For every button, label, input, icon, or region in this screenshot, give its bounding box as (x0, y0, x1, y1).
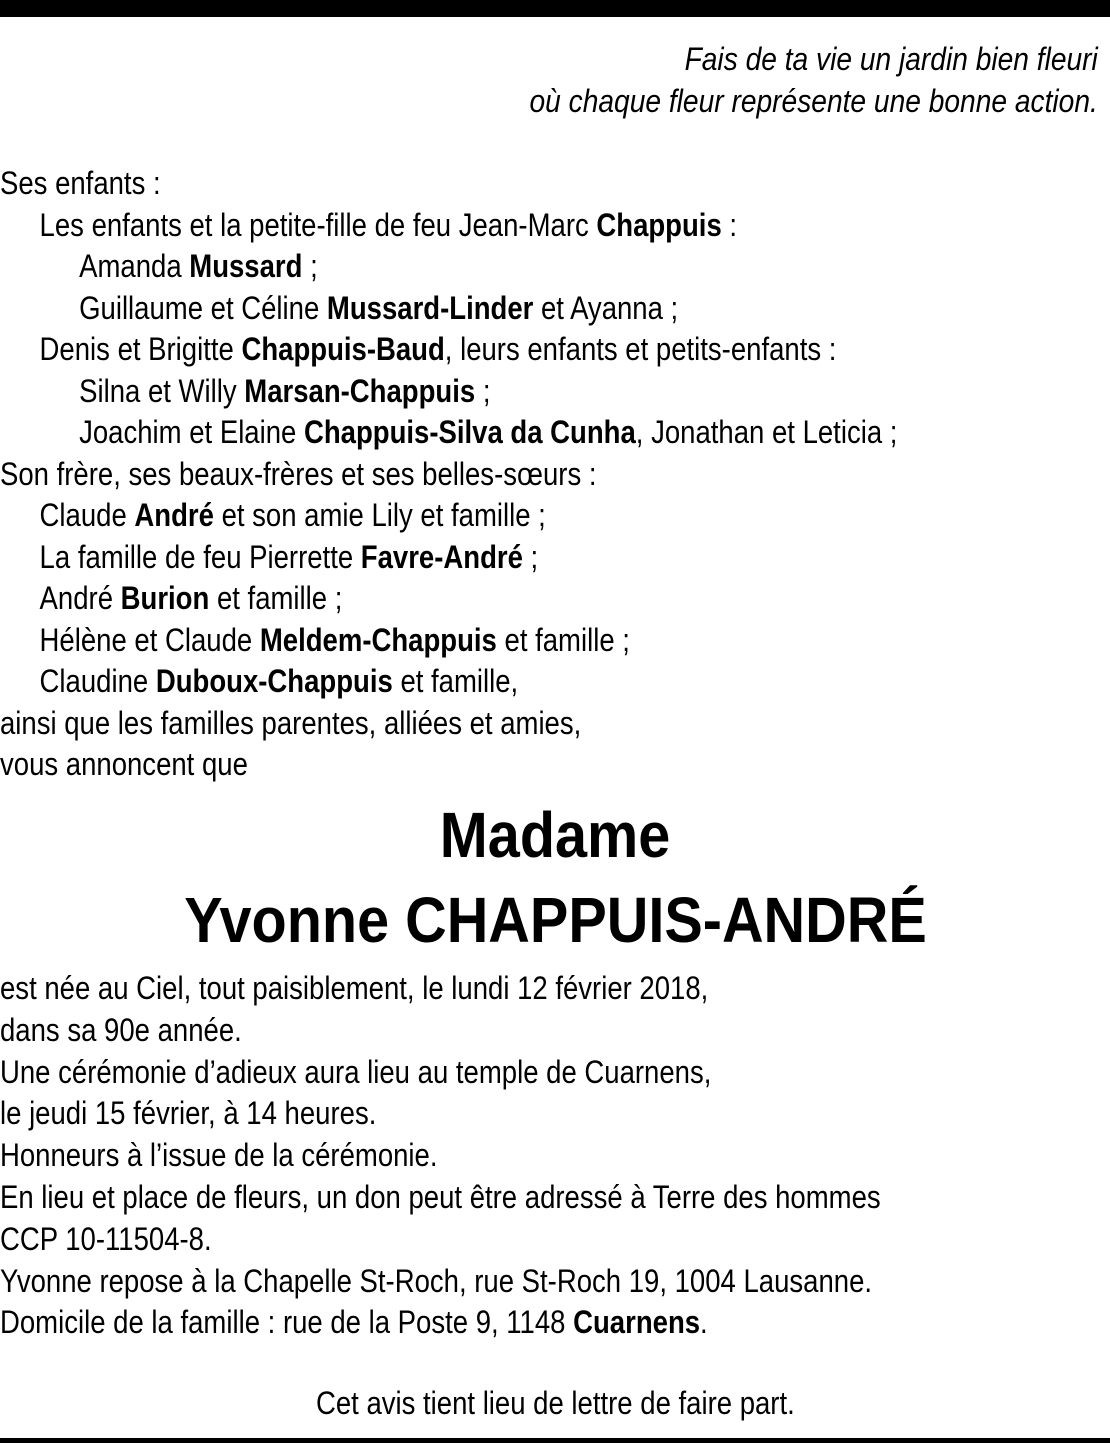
ceremony-details (0, 968, 881, 1344)
family-line (0, 371, 897, 413)
family-surname: Meldem-Chappuis (259, 621, 497, 658)
family-surname: Chappuis-Baud (241, 331, 445, 367)
family-text: Claude (39, 497, 135, 533)
family-text: Amanda (79, 248, 190, 284)
detail-line: CCP 10-11504-8. (0, 1220, 212, 1257)
family-text: , Jonathan et Leticia ; (635, 414, 898, 450)
family-outro: vous annoncent que (0, 746, 248, 782)
detail-line: dans sa 90e année. (0, 1011, 242, 1048)
family-line (0, 661, 897, 703)
family-text: ; (522, 538, 539, 575)
family-text: André (39, 580, 121, 616)
quote-line: où chaque fleur représente une bonne action. (529, 83, 1098, 119)
family-surname: André (134, 497, 214, 533)
family-surname: Favre-André (360, 538, 523, 575)
family-text: ; (475, 372, 491, 409)
quote-line: Fais de ta vie un jardin bien fleuri (684, 41, 1098, 77)
family-text: Les enfants et la petite-fille de feu Jean-Marc (39, 206, 597, 243)
family-line (0, 495, 897, 537)
family-line (0, 537, 897, 579)
family-line (0, 412, 897, 454)
family-text: et famille ; (496, 621, 630, 658)
family-text: Silna et Willy (79, 372, 245, 409)
family-list (0, 163, 897, 786)
family-text: La famille de feu Pierrette (39, 538, 361, 575)
detail-line: est née au Ciel, tout paisiblement, le lundi 12 février 2018, (0, 970, 709, 1006)
family-text: Claudine (39, 663, 156, 699)
children-heading: Ses enfants : (0, 165, 161, 201)
detail-place: Cuarnens (573, 1304, 701, 1341)
family-surname: Burion (120, 580, 210, 616)
detail-line: Une cérémonie d’adieux aura lieu au temple de Cuarnens, (0, 1053, 712, 1090)
closing-note (0, 1382, 1110, 1424)
family-text: Hélène et Claude (39, 621, 260, 658)
family-line (0, 205, 897, 247)
family-surname: Mussard-Linder (326, 289, 534, 326)
family-outro: ainsi que les familles parentes, alliées et amies, (0, 704, 582, 741)
top-rule (0, 0, 1110, 17)
detail-text: . (700, 1304, 708, 1341)
detail-text: Domicile de la famille : rue de la Poste 9, 1148 (0, 1304, 574, 1341)
family-surname: Duboux-Chappuis (155, 663, 393, 699)
detail-line (0, 1302, 881, 1344)
family-line (0, 246, 897, 288)
deceased-name (0, 885, 1110, 955)
family-surname: Marsan-Chappuis (244, 372, 476, 409)
family-surname: Mussard (189, 248, 303, 284)
family-text: : (721, 206, 738, 243)
family-text: , leurs enfants et petits-enfants : (444, 331, 837, 367)
deceased-name-text: Yvonne CHAPPUIS-ANDRÉ (183, 884, 927, 956)
family-text: ; (302, 248, 318, 284)
detail-line: En lieu et place de fleurs, un don peut être adressé à Terre des hommes (0, 1178, 881, 1215)
deceased-title-text: Madame (439, 799, 671, 871)
detail-line: Honneurs à l’issue de la cérémonie. (0, 1137, 438, 1174)
deceased-title (0, 800, 1110, 870)
family-text: Joachim et Elaine (79, 414, 304, 450)
family-text: et famille ; (209, 580, 343, 616)
bottom-rule (0, 1438, 1110, 1443)
family-text: et famille, (392, 663, 519, 699)
family-line (0, 578, 897, 620)
family-text: et son amie Lily et famille ; (213, 497, 546, 533)
siblings-heading: Son frère, ses beaux-frères et ses belles-sœurs : (0, 455, 597, 492)
detail-line: le jeudi 15 février, à 14 heures. (0, 1095, 377, 1132)
family-line (0, 620, 897, 662)
family-line (0, 329, 897, 371)
family-text: Denis et Brigitte (39, 331, 242, 367)
detail-line: Yvonne repose à la Chapelle St-Roch, rue St-Roch 19, 1004 Lausanne. (0, 1262, 873, 1299)
family-text: et Ayanna ; (533, 289, 679, 326)
family-text: Guillaume et Céline (79, 289, 327, 326)
family-surname: Chappuis (596, 206, 722, 243)
closing-text: Cet avis tient lieu de lettre de faire part. (315, 1385, 795, 1421)
epigraph-quote (530, 38, 1098, 122)
family-surname: Chappuis-Silva da Cunha (303, 414, 636, 450)
family-line (0, 288, 897, 330)
